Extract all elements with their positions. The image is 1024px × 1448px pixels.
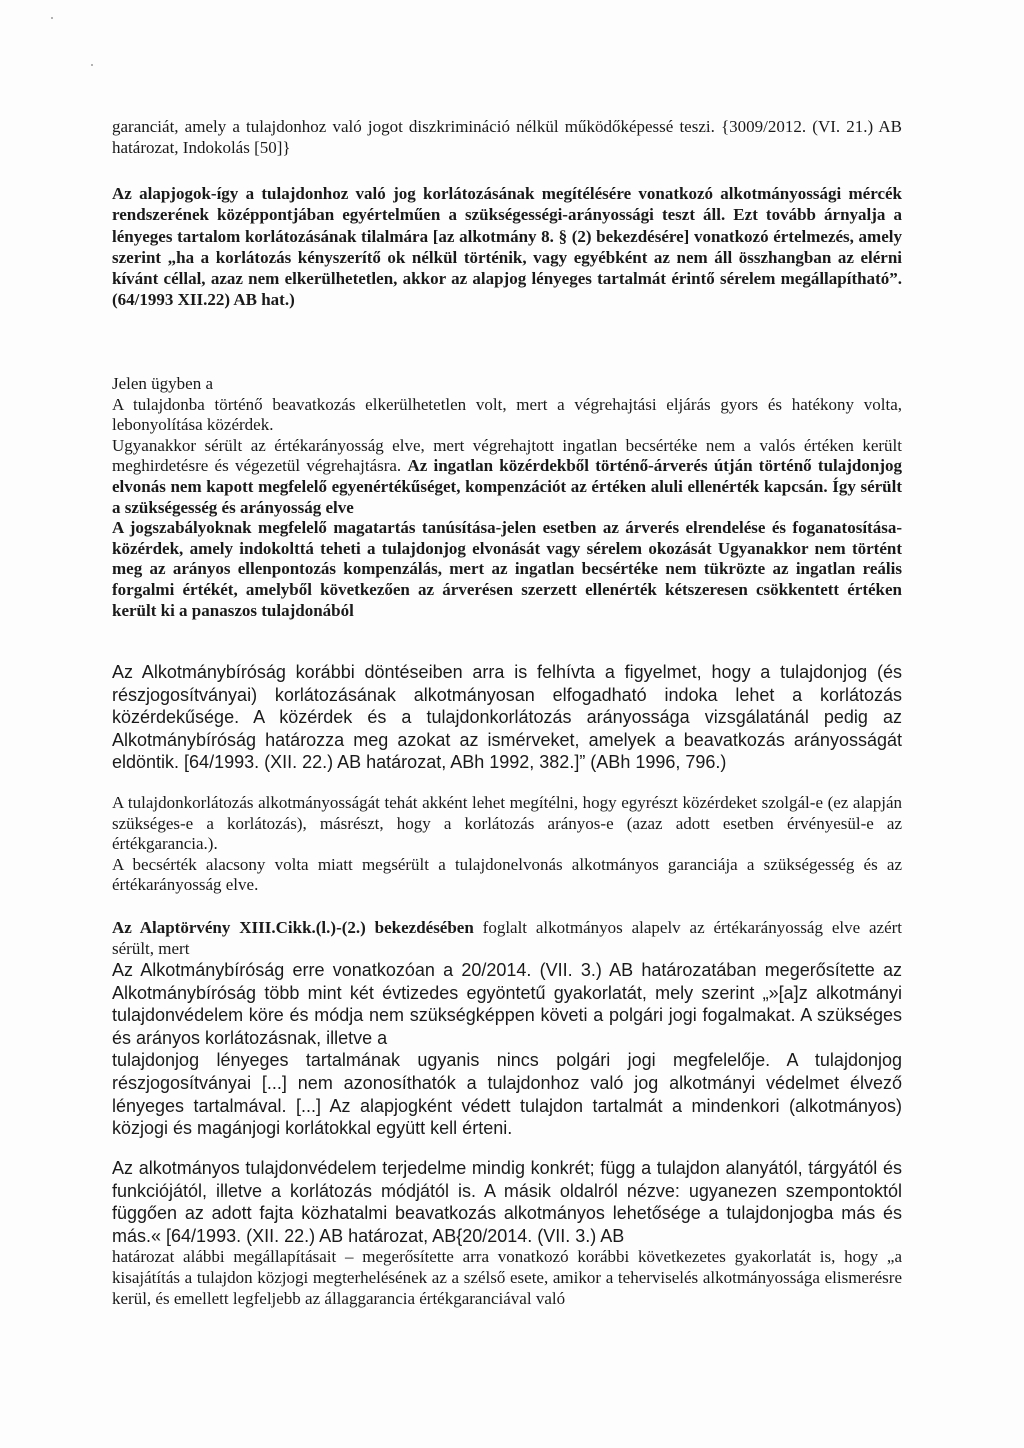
section-court-decision-2014	[112, 959, 902, 1140]
paragraph-court-confirmed: Az Alkotmánybíróság erre vonatkozóan a 20/2014. (VII. 3.) AB határozatában megerősítette az Alkotmánybíróság több mint két évtizedes egyöntetű gyakorlatát, mely szerint „»[a]z alkotmányi tulajdonvédelem köre és módja nem szükségképpen követi a polgári jogi fogalmakat. A szükséges és arányos korlátozásnak, illetve a	[112, 960, 902, 1048]
paragraph-fundamental-law-article	[112, 918, 902, 959]
paragraph-low-valuation: A becsérték alacsony volta miatt megsérült a tulajdonelvonás alkotmányos garanciája a szükségesség és az értékarányosság elve.	[112, 854, 902, 895]
section-assessment	[112, 793, 902, 896]
paragraph-no-compensation: Az ingatlan közérdekből történő-árverés útján történő tulajdonjog elvonás nem kapott megfelelő egyenértékűséget, kompenzációt az értéken aluli ellenérték kapcsán. Így sérült a szükségesség és arányosság elve	[112, 456, 902, 517]
paragraph-constitutional-court-earlier: Az Alkotmánybíróság korábbi döntéseiben arra is felhívta a figyelmet, hogy a tulajdonjog (és részjogosítványai) korlátozásának alkotmányosan elfogadható indoka lehet a korlátozás közérdekűsége. A közérdek és a tulajdonkorlátozás arányossága vizsgálatánál pedig az Alkotmánybíróság határozza meg azokat az ismérveket, amelyek a beavatkozás arányosságát eldöntik. [64/1993. (XII. 22.) AB határozat, ABh 1992, 382.]” (ABh 1996, 796.)	[112, 662, 902, 773]
paragraph-lawful-conduct-public-interest: A jogszabályoknak megfelelő magatartás tanúsítása-jelen esetben az árverés elrendelése és foganatosítása-közérdek, amely indokolttá teheti a tulajdonjog elvonását vagy sérelem okozását Ugyanakkor nem történt meg az arányos ellenpontozás kompenzálás, mert az ingatlan becsértéke nem tükrözte az ingatlan reális forgalmi értékét, amelyből következően az árverésen szerzett ellenérték kétszeresen csökkentett értéken került ki a panaszos tulajdonából	[112, 518, 902, 620]
scan-speck	[51, 17, 53, 19]
paragraph-essential-content: tulajdonjog lényeges tartalmának ugyanis nincs polgári jogi megfelelője. A tulajdonjog részjogosítványai [...] nem azonosíthatók a tulajdonhoz való jog alkotmányi védelmet élvező lényeges tartalmával. [...] Az alapjogként védett tulajdon tartalmát a mindenkori (alkotmányos) közjogi és magánjogi korlátokkal együtt kell érteni.	[112, 1050, 902, 1139]
paragraph-expropriation-burden: határozat alábbi megállapításait – megerősítette arra vonatkozó korábbi következetes gyakorlatát is, hogy „a kisajátítás a tulajdon közjogi megterhelésének az a szélső esete, amikor a teherviselés alkotmányossága elismerésre kerül, és emellett legfeljebb az állaggarancia értékgaranciával való	[112, 1247, 902, 1308]
fundamental-law-reference: Az Alaptörvény XIII.Cikk.(l.)-(2.) bekezdésében	[112, 918, 474, 937]
present-case-heading: Jelen ügyben a	[112, 374, 214, 393]
paragraph-intervention-unavoidable: A tulajdonba történő beavatkozás elkerülhetetlen volt, mert a végrehajtási eljárás gyors és hatékony volta, lebonyolítása közérdek.	[112, 394, 902, 435]
paragraph-assessment-criteria: A tulajdonkorlátozás alkotmányosságát tehát akként lehet megítélni, hogy egyrészt közérdeket szolgál-e (ez alapján szükséges-e a korlátozás), másrészt, hogy a korlátozás arányos-e (azaz adott esetben érvényesül-e az értékgarancia.).	[112, 793, 902, 854]
section-scope-of-protection	[112, 1157, 902, 1309]
paragraph-value-proportionality-violated: Ugyanakkor sérült az értékarányosság elve, mert végrehajtott ingatlan becsértéke nem a valós értéken került meghirdetésre és végezetül végrehajtásra.	[112, 435, 902, 476]
paragraph-proportionality-test: Az alapjogok-így a tulajdonhoz való jog korlátozásának megítélésére vonatkozó alkotmányossági mércék rendszerének középpontjában egyértelműen a szükségességi-arányossági teszt áll. Ezt tovább árnyalja a lényeges tartalom korlátozásának tilalmára [az alkotmány 8. § (2) bekezdésére] vonatkozó értelmezés, amely szerint „ha a korlátozás kényszerítő ok nélkül történik, vagy egyébként az nem áll összhangban az elérni kívánt céllal, azaz nem elkerülhetetlen, akkor az alapjog lényeges tartalmát érintő sérelem megállapítható”. (64/1993 XII.22) AB hat.)	[112, 184, 902, 310]
paragraph-intro-citation: garanciát, amely a tulajdonhoz való jogot diszkrimináció nélkül működőképessé teszi. {3009/2012. (VI. 21.) AB határozat, Indokolás [50]}	[112, 117, 902, 157]
fundamental-law-text: foglalt alkotmányos alapelv az értékarányosság elve azért sérült, mert	[112, 918, 902, 958]
section-present-case	[112, 374, 902, 621]
paragraph-scope-concrete: Az alkotmányos tulajdonvédelem terjedelme mindig konkrét; függ a tulajdon alanyától, tárgyától és funkciójától, illetve a korlátozás módjától is. A másik oldalról nézve: ugyanezen szempontoktól függően az adott fajta közhatalmi beavatkozás alkotmányos lehetősége a tulajdonjogba más és más.« [64/1993. (XII. 22.) AB határozat, AB{20/2014. (VII. 3.) AB	[112, 1158, 902, 1246]
scan-speck	[91, 64, 93, 66]
